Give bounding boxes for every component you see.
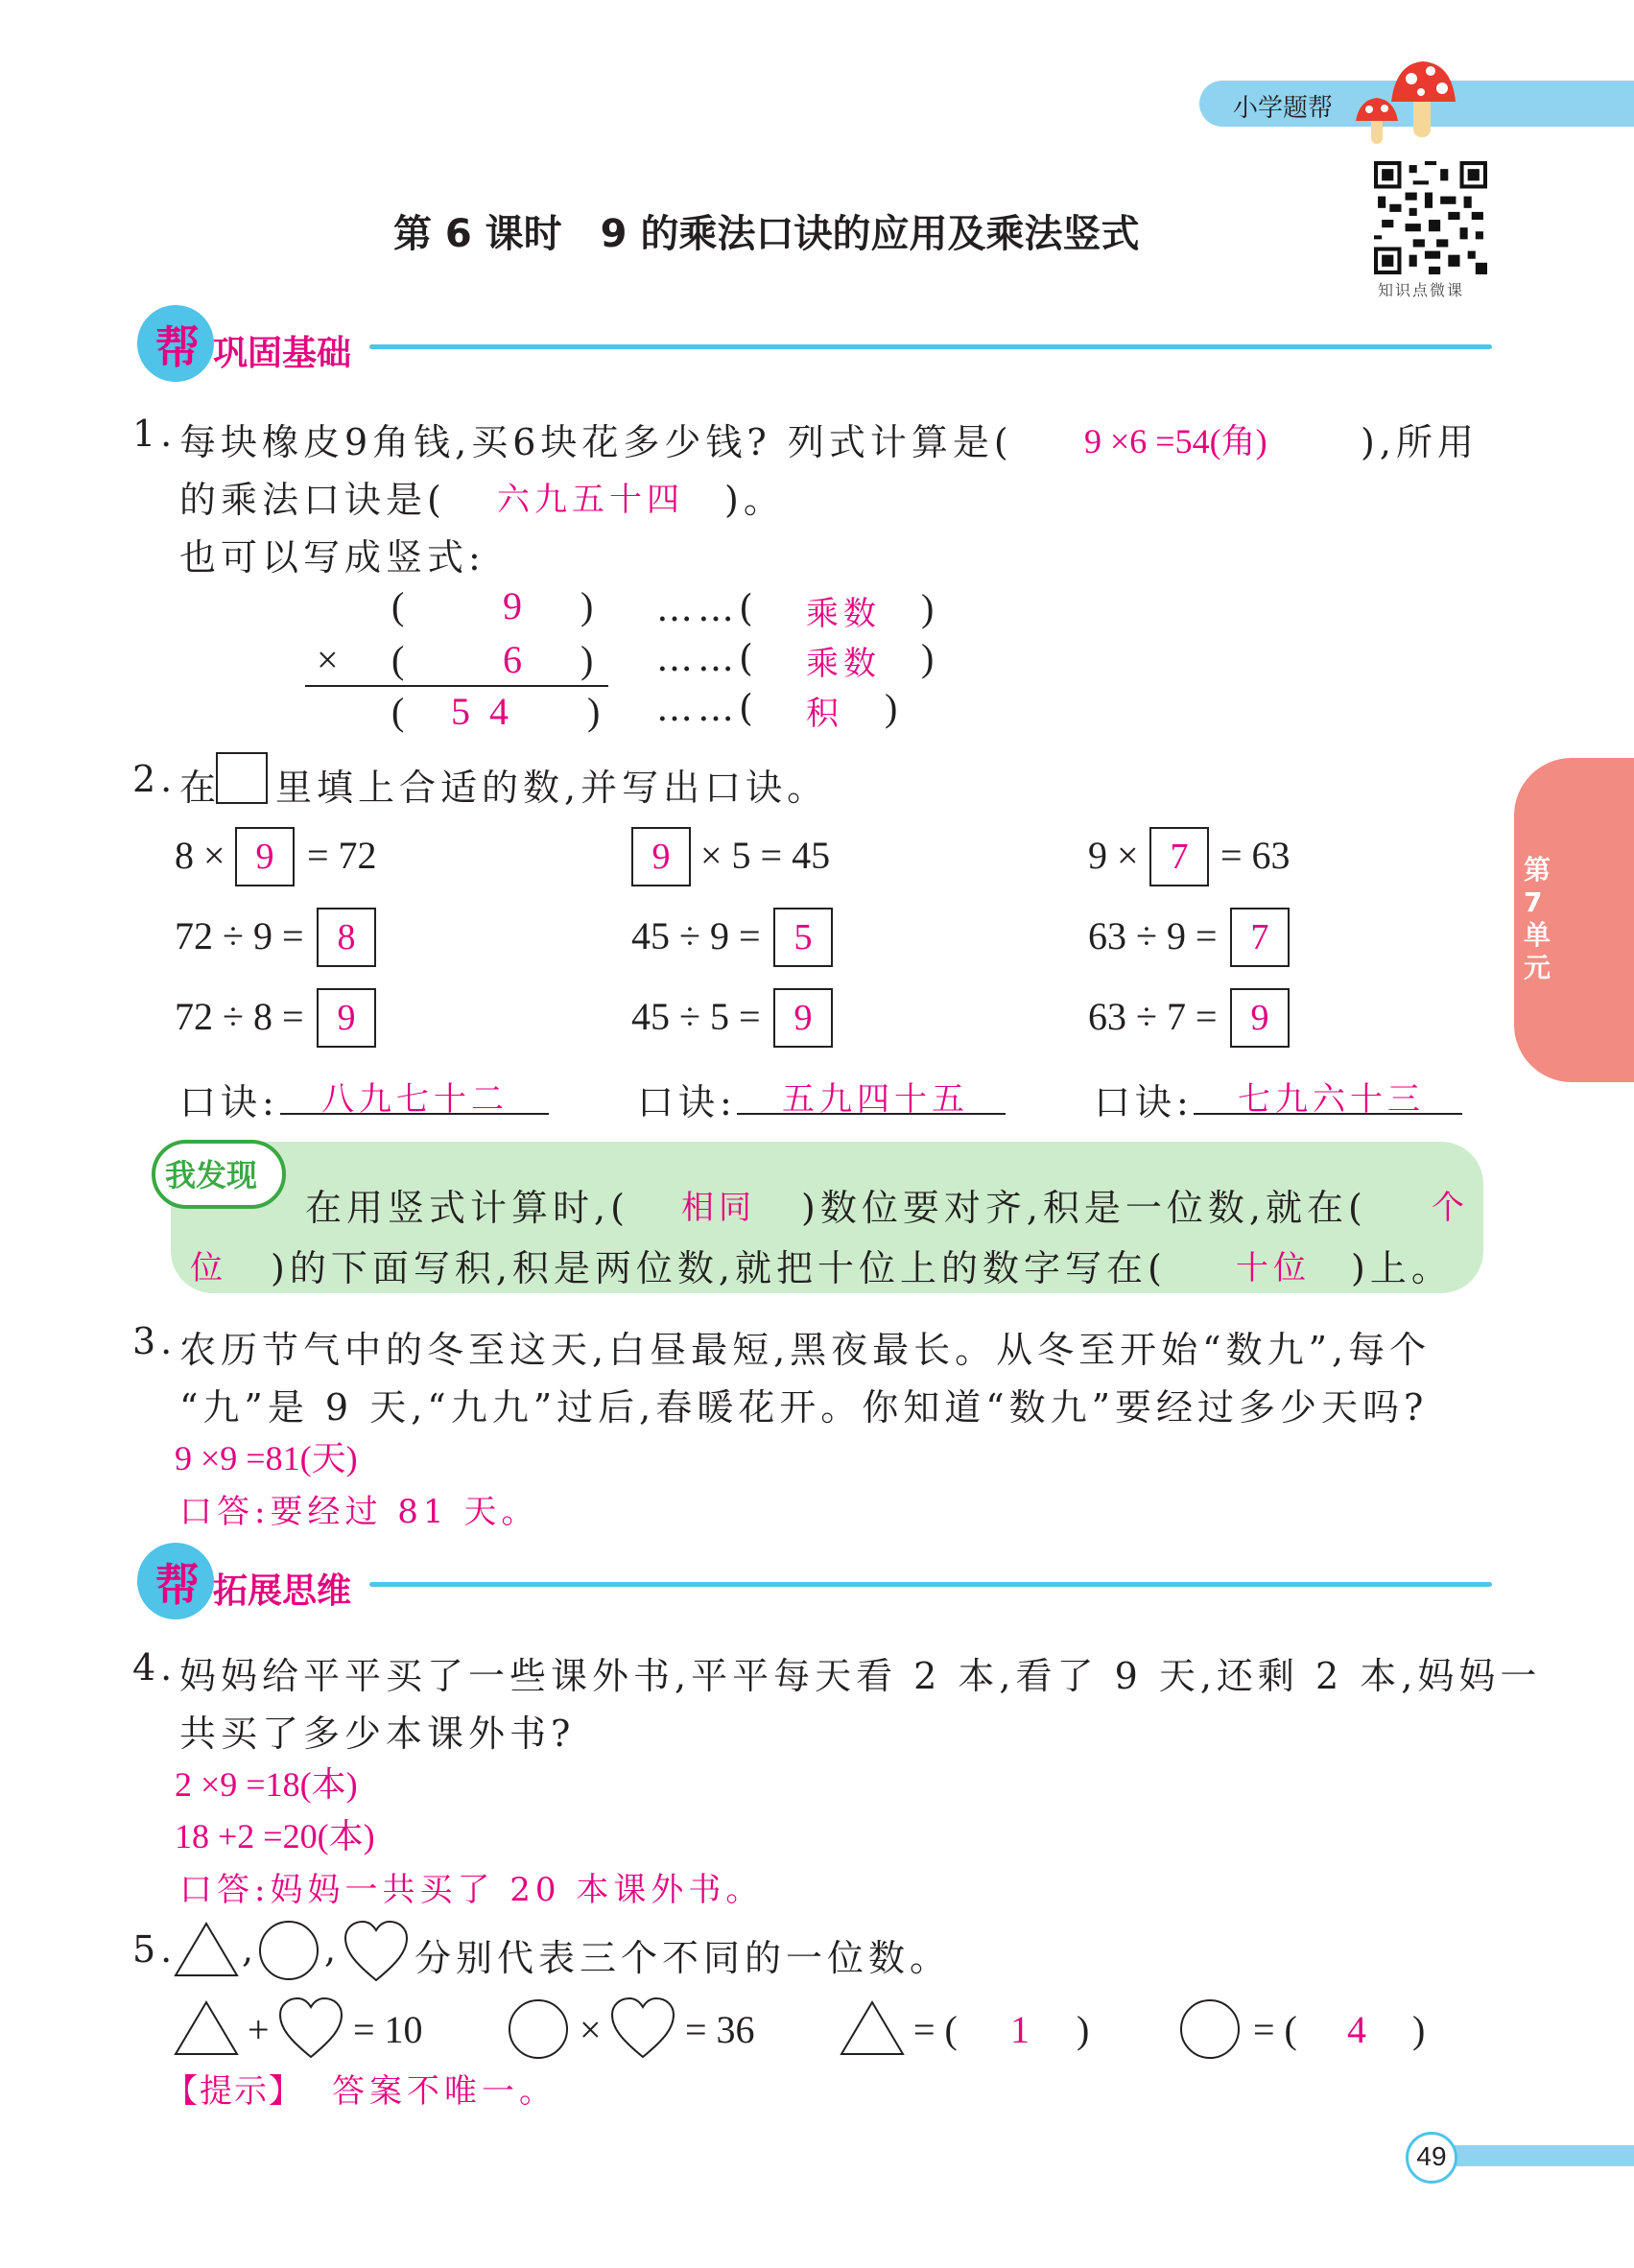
vert-r2-label: 乘数	[806, 645, 881, 683]
discover-answer-ones-b: 位	[190, 1249, 227, 1288]
q5-eq2-result: = 36	[685, 2008, 755, 2051]
vert-r3-dots: ……(	[656, 687, 758, 729]
brand-text: 小学题帮	[1233, 94, 1334, 123]
vert-r1-label-rp: )	[921, 586, 935, 629]
q5-tri-eq-open: = (	[913, 2008, 958, 2051]
vert-r2-dots: ……(	[656, 637, 758, 679]
q4-answer-oral: 口答:妈妈一共买了 20 本课外书。	[179, 1871, 764, 1909]
q2-c1-r1-right: = 72	[307, 834, 377, 877]
q2-c1-koujue-line	[280, 1113, 549, 1115]
circle-icon	[1178, 1997, 1242, 2061]
q5-hint-label: 【提示】	[165, 2072, 303, 2111]
q5-plus-sign: +	[248, 2008, 270, 2051]
q2-c3-r1-right: = 63	[1220, 834, 1291, 877]
q2-c3-koujue: 七九六十三	[1238, 1080, 1425, 1119]
q2-c2-r1-right: × 5 = 45	[700, 834, 831, 877]
q3-line2: “九”是 9 天,“九九”过后,春暖花开。你知道“数九”要经过多少天吗?	[179, 1386, 1429, 1429]
heart-icon	[276, 1996, 345, 2061]
page-number: 49	[1416, 2141, 1447, 2171]
q2-c3-r1-box[interactable]: 7	[1149, 827, 1209, 886]
vert-r2-label-rp: )	[921, 636, 935, 679]
discover-line1-a: 在用竖式计算时,(	[305, 1187, 629, 1229]
footer-bar	[1439, 2145, 1634, 2166]
discover-answer-ones-a: 个	[1432, 1189, 1469, 1227]
q2-c2-koujue: 五九四十五	[782, 1080, 969, 1119]
q2-c1-r2-left: 72 ÷ 9 =	[175, 914, 304, 957]
triangle-icon	[839, 1999, 906, 2057]
q1-line2-end: )。	[724, 479, 785, 521]
q4-number: 4.	[132, 1646, 178, 1689]
q2-c2-r1-box[interactable]: 9	[631, 827, 691, 886]
vert-r1-rp: )	[580, 584, 594, 627]
q2-c2-koujue-line	[737, 1113, 1006, 1115]
section-title-extend: 拓展思维	[213, 1571, 352, 1611]
q2-c2-r2-box[interactable]: 5	[773, 908, 833, 967]
section-bang-char: 帮	[155, 321, 200, 373]
q2-c1-koujue-label: 口诀:	[179, 1081, 279, 1123]
q5-text: 分别代表三个不同的一位数。	[414, 1937, 952, 1979]
q5-eq1-result: = 10	[353, 2008, 423, 2051]
q2-c3-r3-box[interactable]: 9	[1230, 988, 1290, 1048]
q5-circ-eq-open: = (	[1253, 2008, 1297, 2051]
q1-number: 1.	[132, 413, 178, 455]
q2-c1-koujue: 八九七十二	[321, 1080, 509, 1119]
q2-text-b: 里填上合适的数,并写出口诀。	[275, 767, 829, 809]
q1-line1-text: 每块橡皮9角钱,买6块花多少钱? 列式计算是(	[179, 421, 1013, 463]
q2-c2-r3-left: 45 ÷ 5 =	[631, 995, 761, 1038]
q1-answer-expression: 9 ×6 =54(角)	[1084, 422, 1267, 461]
discover-answer-same: 相同	[681, 1189, 756, 1227]
q3-line1: 农历节气中的冬至这天,白昼最短,黑夜最长。从冬至开始“数九”,每个	[179, 1329, 1432, 1371]
vert-r1-dots: ……(	[656, 587, 758, 629]
triangle-icon	[173, 1999, 240, 2057]
q4-answer-line2: 18 +2 =20(本)	[175, 1817, 375, 1855]
q5-comma-2: ,	[324, 1928, 342, 1971]
q2-c1-r1-box[interactable]: 9	[235, 827, 295, 886]
q3-answer-expression: 9 ×9 =81(天)	[175, 1439, 358, 1477]
q2-c1-r3-left: 72 ÷ 8 =	[175, 995, 304, 1038]
q5-circle-answer: 4	[1347, 2008, 1366, 2051]
vert-rule-line	[305, 685, 608, 687]
section-bang-char: 帮	[155, 1559, 200, 1611]
q2-c1-r2-box[interactable]: 8	[317, 908, 376, 967]
discover-line2-a: )的下面写积,积是两位数,就把十位上的数字写在(	[271, 1247, 1167, 1289]
q4-line2: 共买了多少本课外书?	[179, 1713, 576, 1755]
q2-c2-koujue-label: 口诀:	[637, 1081, 737, 1123]
q2-c1-r1-left: 8 ×	[175, 834, 225, 877]
mushroom-icon	[1348, 56, 1463, 152]
vert-r3-label-rp: )	[885, 686, 898, 729]
q5-circ-close: )	[1412, 2008, 1426, 2051]
q2-c3-r3-left: 63 ÷ 7 =	[1088, 995, 1218, 1038]
vert-r3-value: 5 4	[451, 690, 509, 733]
q1-answer-koujue: 六九五十四	[497, 481, 684, 519]
circle-icon	[507, 1997, 570, 2061]
q2-c2-r2-left: 45 ÷ 9 =	[631, 914, 761, 957]
circle-icon	[257, 1919, 320, 1982]
q2-text-a: 在	[179, 767, 222, 809]
q2-c3-r2-box[interactable]: 7	[1230, 908, 1290, 967]
q5-tri-close: )	[1077, 2008, 1090, 2051]
section-divider	[369, 1582, 1492, 1587]
q1-line2-text: 的乘法口诀是(	[179, 479, 446, 521]
q2-c3-r2-left: 63 ÷ 9 =	[1088, 914, 1218, 957]
vert-r1-value: 9	[503, 584, 522, 627]
vert-r2-rp: )	[580, 638, 594, 681]
q2-c3-koujue-label: 口诀:	[1094, 1081, 1194, 1123]
q5-hint-text: 答案不唯一。	[332, 2072, 557, 2111]
vert-r2-lp: (	[391, 638, 405, 681]
unit-tab-label: 第7单元	[1524, 854, 1551, 983]
q2-c1-r3-box[interactable]: 9	[317, 988, 376, 1048]
q5-number: 5.	[132, 1928, 178, 1971]
q2-c3-r1-left: 9 ×	[1088, 834, 1139, 877]
discover-answer-tens: 十位	[1236, 1249, 1311, 1288]
q3-number: 3.	[132, 1320, 178, 1362]
vert-r1-label: 乘数	[806, 595, 881, 633]
triangle-icon	[173, 1921, 240, 1978]
q4-line1: 妈妈给平平买了一些课外书,平平每天看 2 本,看了 9 天,还剩 2 本,妈妈一	[179, 1655, 1542, 1697]
discover-line2-b: )上。	[1351, 1247, 1453, 1289]
discover-badge-label: 我发现	[165, 1157, 258, 1193]
qr-caption: 知识点微课	[1378, 281, 1465, 299]
q5-times-sign: ×	[580, 2008, 602, 2051]
section-divider	[369, 344, 1492, 349]
page-title: 第 6 课时 9 的乘法口诀的应用及乘法竖式	[393, 212, 1140, 256]
q2-example-box	[216, 752, 268, 804]
q4-answer-line1: 2 ×9 =18(本)	[175, 1765, 358, 1804]
qr-code-icon[interactable]	[1374, 161, 1487, 274]
vert-times-sign: ×	[317, 638, 339, 681]
vert-r1-lp: (	[391, 584, 405, 627]
vert-r3-lp: (	[391, 690, 405, 733]
vert-r2-value: 6	[503, 638, 522, 681]
section-title-basic: 巩固基础	[213, 334, 352, 373]
q2-number: 2.	[132, 758, 178, 800]
vert-r3-rp: )	[587, 690, 601, 733]
q2-c3-koujue-line	[1194, 1113, 1462, 1115]
q1-line3-text: 也可以写成竖式:	[179, 536, 485, 579]
q3-answer-oral: 口答:要经过 81 天。	[179, 1493, 539, 1531]
q1-line1-end: ),所用	[1361, 421, 1479, 463]
q2-c2-r3-box[interactable]: 9	[773, 988, 833, 1048]
q5-comma-1: ,	[242, 1928, 259, 1971]
q5-triangle-answer: 1	[1010, 2008, 1030, 2051]
heart-icon	[608, 1996, 677, 2061]
vert-r3-label: 积	[806, 695, 843, 733]
heart-icon	[342, 1919, 411, 1984]
discover-line1-b: )数位要对齐,积是一位数,就在(	[801, 1187, 1367, 1229]
